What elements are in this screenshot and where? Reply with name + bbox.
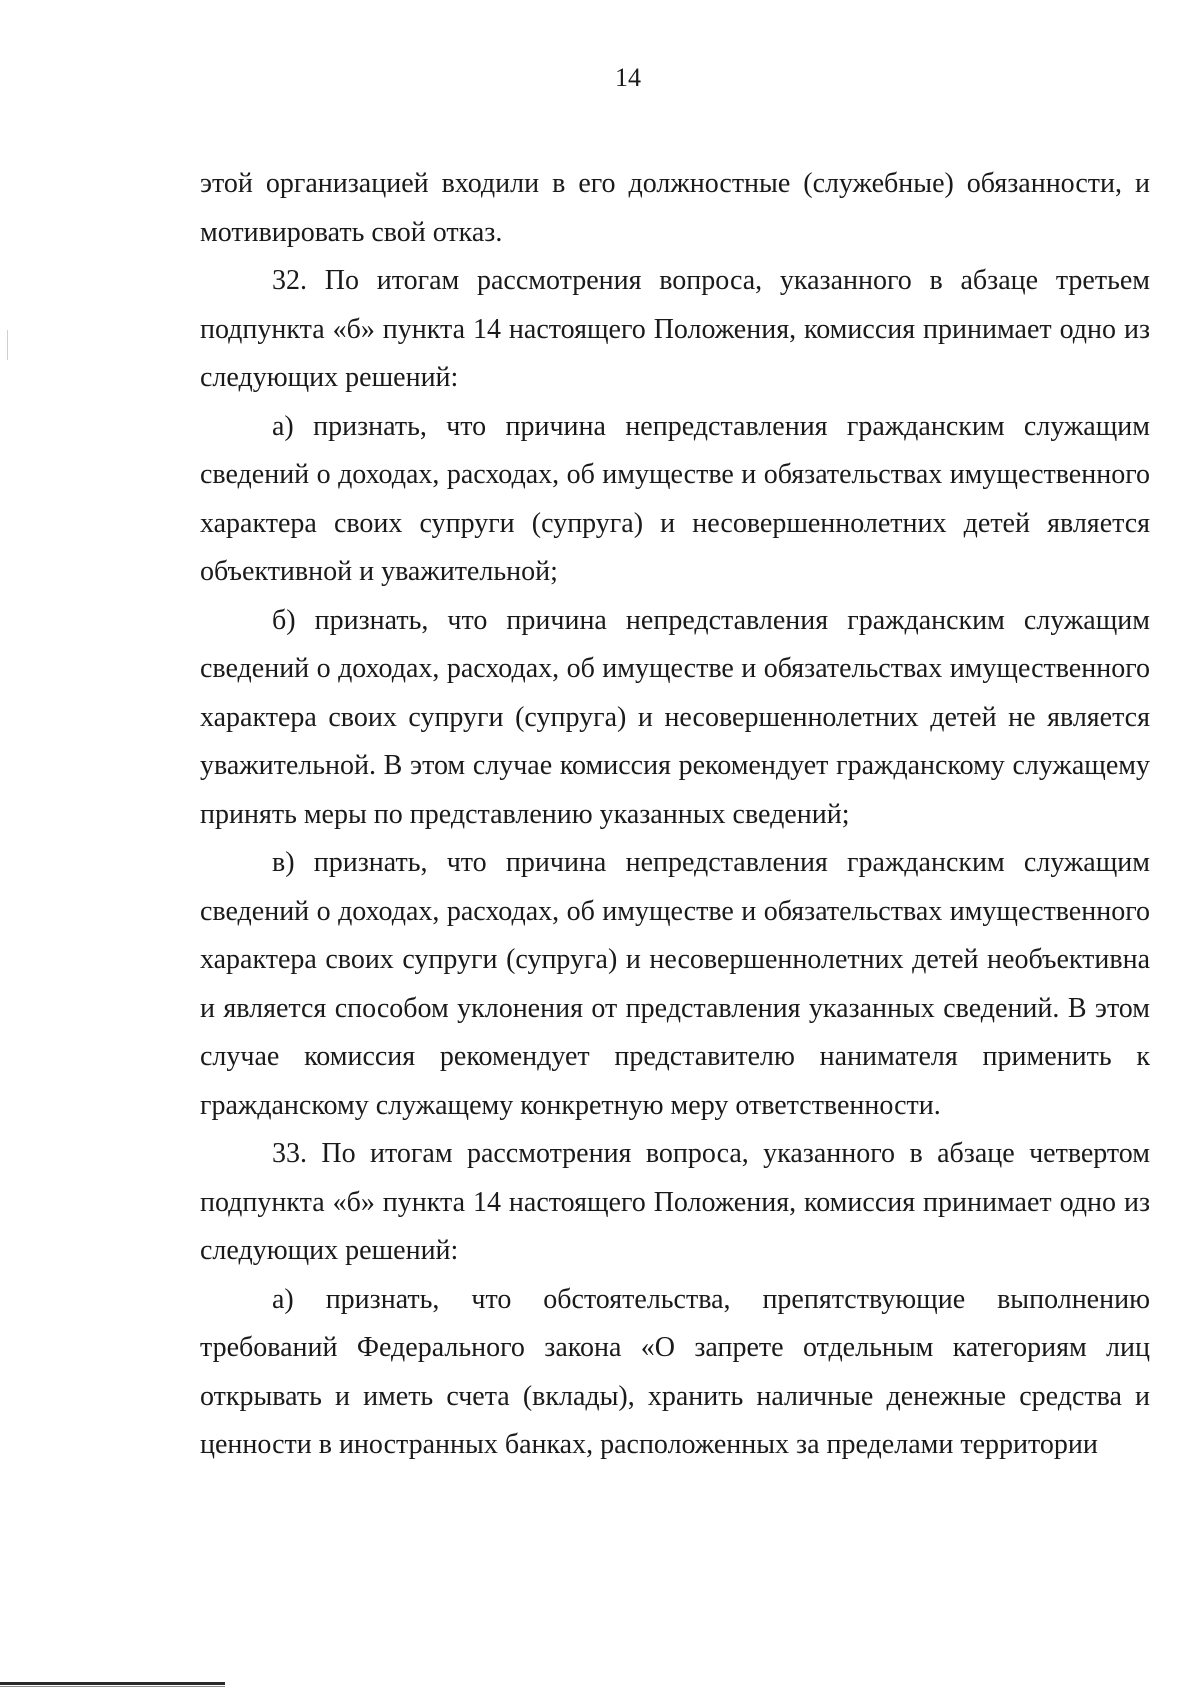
page-number: 14 [615, 63, 641, 92]
paragraph-item-33: 33. По итогам рассмотрения вопроса, указанного в абзаце четвертом подпункта «б» пункта 14 настоящего Положения, комиссия принимает одно из следующих решений: [200, 1138, 1150, 1266]
scan-edge-mark [7, 330, 8, 360]
paragraph-32-v: в) признать, что причина непредставления гражданским служащим сведений о доходах, расходах, об имуществе и обязательствах имущественного характера своих супруги (супруга) и несовершеннолетних детей необъективна и является способом уклонения от представления указанных сведений. В этом случае комиссия рекомендует представителю нанимателя применить к гражданскому служащему конкретную меру ответственности. [200, 847, 1150, 1121]
scan-bottom-line-shadow [0, 1686, 225, 1687]
paragraph-33-a: а) признать, что обстоятельства, препятствующие выполнению требований Федерального закона «О запрете отдельным категориям лиц открывать и иметь счета (вклады), хранить наличные денежные средства и ценности в иностранных банках, расположенных за пределами территории [200, 1283, 1150, 1460]
paragraph-32-b: б) признать, что причина непредставления гражданским служащим сведений о доходах, расходах, об имуществе и обязательствах имущественного характера своих супруги (супруга) и несовершеннолетних детей не является уважительной. В этом случае комиссия рекомендует гражданскому служащему принять меры по представлению указанных сведений; [200, 604, 1150, 830]
paragraph-continuation: этой организацией входили в его должностные (служебные) обязанности, и мотивировать свой отказ. [200, 168, 1150, 248]
scan-bottom-line [0, 1682, 225, 1685]
document-body [200, 160, 1150, 1470]
paragraph-32-a: а) признать, что причина непредставления гражданским служащим сведений о доходах, расходах, об имуществе и обязательствах имущественного характера своих супруги (супруга) и несовершеннолетних детей является объективной и уважительной; [200, 410, 1150, 587]
paragraph-item-32: 32. По итогам рассмотрения вопроса, указанного в абзаце третьем подпункта «б» пункта 14 настоящего Положения, комиссия принимает одно из следующих решений: [200, 265, 1150, 393]
